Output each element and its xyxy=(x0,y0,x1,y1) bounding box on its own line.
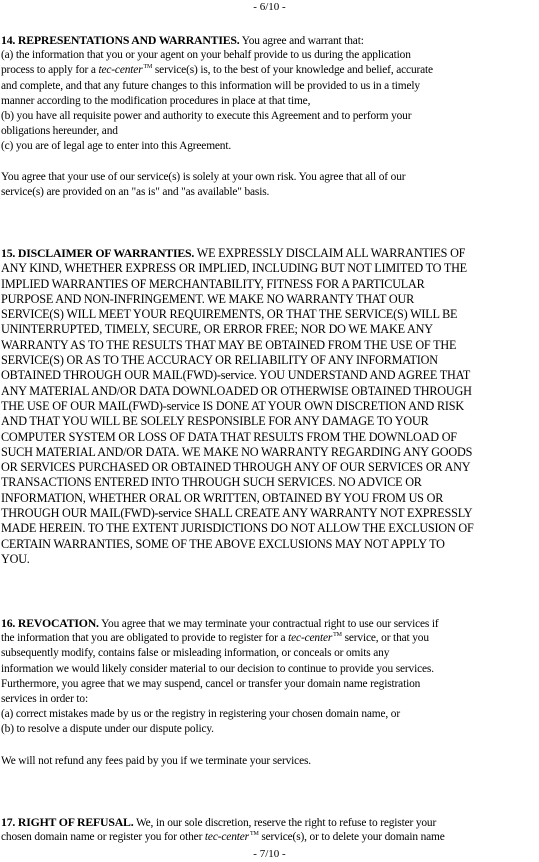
section-16-line-3: subsequently modify, contains false or misleading information, or conceals or omits any xyxy=(1,647,390,660)
tec-center-brand xyxy=(205,831,259,843)
section-16-line-1 xyxy=(1,616,538,631)
section-15-disclaimer xyxy=(1,246,538,567)
section-16-text: the information that you are obligated to provide to register for a xyxy=(1,632,289,645)
section-14-line-5: manner according to the modification procedures in place at that time, xyxy=(1,94,311,107)
section-14-paragraph-2 xyxy=(1,170,538,200)
section-16-text: You agree that we may terminate your contractual right to use our services if xyxy=(98,618,439,630)
section-16-line-6: services in order to: xyxy=(1,692,88,705)
section-14-line-3 xyxy=(1,63,538,78)
section-15-line-19: MADE HEREIN. TO THE EXTENT JURISDICTIONS DO NOT ALLOW THE EXCLUSION OF xyxy=(1,521,474,536)
section-15-line-18: THROUGH OUR MAIL(FWD)-service SHALL CREATE ANY WARRANTY NOT EXPRESSLY xyxy=(1,506,473,521)
section-16-text: service, or that you xyxy=(341,632,429,645)
section-14-line-8: (c) you are of legal age to enter into this Agreement. xyxy=(1,140,232,153)
section-17-right-of-refusal xyxy=(1,815,538,845)
section-14-p2-line-1: You agree that your use of our service(s) is solely at your own risk. You agree that all of our xyxy=(1,171,406,183)
trademark-mark: TM xyxy=(143,64,153,71)
brand-name: tec-center xyxy=(204,831,249,844)
section-15-line-21: YOU. xyxy=(1,551,30,566)
section-17-line-1 xyxy=(1,815,538,830)
page-number-bottom: - 7/10 - xyxy=(253,848,286,860)
section-15-line-15: OR SERVICES PURCHASED OR OBTAINED THROUGH ANY OF OUR SERVICES OR ANY xyxy=(1,460,471,475)
section-14-heading: 14. REPRESENTATIONS AND WARRANTIES. xyxy=(1,33,240,47)
section-16-line-7: (a) correct mistakes made by us or the registry in registering your chosen domain name, or xyxy=(1,708,400,721)
section-16-line-2 xyxy=(1,631,538,646)
section-14-p2-line-2: service(s) are provided on an "as is" and "as available" basis. xyxy=(1,186,270,199)
brand-name: tec-center xyxy=(288,632,333,645)
section-15-line-11: THE USE OF OUR MAIL(FWD)-service IS DONE AT YOUR OWN DISCRETION AND RISK xyxy=(1,398,464,413)
trademark-mark: TM xyxy=(249,831,259,838)
section-15-line-14: SUCH MATERIAL AND/OR DATA. WE MAKE NO WARRANTY REGARDING ANY GOODS xyxy=(1,444,473,459)
tec-center-brand xyxy=(288,632,342,644)
section-15-line-6: UNINTERRUPTED, TIMELY, SECURE, OR ERROR FREE; NOR DO WE MAKE ANY xyxy=(1,322,433,337)
section-15-line-4: PURPOSE AND NON-INFRINGEMENT. WE MAKE NO WARRANTY THAT OUR xyxy=(1,291,415,306)
section-14-line-2: (a) the information that you or your agent on your behalf provide to us during the application xyxy=(1,49,411,62)
section-15-line-10: ANY MATERIAL AND/OR DATA DOWNLOADED OR OTHERWISE OBTAINED THROUGH xyxy=(1,383,472,398)
section-15-line-16: TRANSACTIONS ENTERED INTO THROUGH SUCH SERVICES. NO ADVICE OR xyxy=(1,475,422,490)
section-14-text: process to apply for a xyxy=(1,64,99,77)
section-15-line-12: AND THAT YOU WILL BE SOLELY RESPONSIBLE FOR ANY DAMAGE TO YOUR xyxy=(1,414,429,429)
section-16-paragraph-2 xyxy=(1,754,538,769)
section-16-line-5: Furthermore, you agree that we may suspend, cancel or transfer your domain name registration xyxy=(1,677,421,690)
section-17-line-2 xyxy=(1,830,538,845)
section-16-line-8: (b) to resolve a dispute under our dispute policy. xyxy=(1,723,214,736)
section-17-heading: 17. RIGHT OF REFUSAL. xyxy=(1,815,134,829)
section-15-line-20: CERTAIN WARRANTIES, SOME OF THE ABOVE EXCLUSIONS MAY NOT APPLY TO xyxy=(1,536,445,551)
section-15-heading: 15. DISCLAIMER OF WARRANTIES. xyxy=(1,246,195,260)
section-15-line-9: OBTAINED THROUGH OUR MAIL(FWD)-service. YOU UNDERSTAND AND AGREE THAT xyxy=(1,368,471,383)
section-14-line-6: (b) you have all requisite power and authority to execute this Agreement and to perform your xyxy=(1,109,412,122)
section-17-text: We, in our sole discretion, reserve the right to refuse to register your xyxy=(133,817,437,829)
section-15-line-8: SERVICE(S) OR AS TO THE ACCURACY OR RELIABILITY OF ANY INFORMATION xyxy=(1,353,438,368)
section-16-line-4: information we would likely consider material to our decision to continue to provide you services. xyxy=(1,662,434,675)
section-15-line-17: INFORMATION, WHETHER ORAL OR WRITTEN, OBTAINED BY YOU FROM US OR xyxy=(1,490,444,505)
section-14-line-4: and complete, and that any future changes to this information will be provided to us in a timely xyxy=(1,79,420,92)
section-16-p2-line-1: We will not refund any fees paid by you if we terminate your services. xyxy=(1,755,311,767)
section-14-line-1 xyxy=(1,33,538,48)
section-15-line-7: WARRANTY AS TO THE RESULTS THAT MAY BE OBTAINED FROM THE USE OF THE xyxy=(1,337,457,352)
trademark-mark: TM xyxy=(333,632,342,639)
tec-center-brand xyxy=(98,64,152,76)
section-14-representations xyxy=(1,33,538,155)
section-15-line-3: IMPLIED WARRANTIES OF MERCHANTABILITY, FITNESS FOR A PARTICULAR xyxy=(1,276,425,291)
brand-name: tec-center xyxy=(98,64,143,77)
section-15-line-1 xyxy=(1,246,538,261)
section-15-line-5: SERVICE(S) WILL MEET YOUR REQUIREMENTS, OR THAT THE SERVICE(S) WILL BE xyxy=(1,307,458,322)
section-14-line-7: obligations hereunder, and xyxy=(1,125,118,138)
section-17-text: chosen domain name or register you for other xyxy=(1,831,205,844)
section-15-line-13: COMPUTER SYSTEM OR LOSS OF DATA THAT RESULTS FROM THE DOWNLOAD OF xyxy=(1,429,457,444)
section-16-revocation xyxy=(1,616,538,738)
page-number-top: - 6/10 - xyxy=(253,1,286,13)
section-15-line-2: ANY KIND, WHETHER EXPRESS OR IMPLIED, INCLUDING BUT NOT LIMITED TO THE xyxy=(1,261,467,276)
section-14-text: You agree and warrant that: xyxy=(239,35,364,47)
section-16-heading: 16. REVOCATION. xyxy=(1,616,99,630)
section-17-text: service(s), or to delete your domain name xyxy=(258,831,445,844)
section-14-text: service(s) is, to the best of your knowledge and belief, accurate xyxy=(152,64,433,77)
section-15-text: WE EXPRESSLY DISCLAIM ALL WARRANTIES OF xyxy=(194,246,466,260)
